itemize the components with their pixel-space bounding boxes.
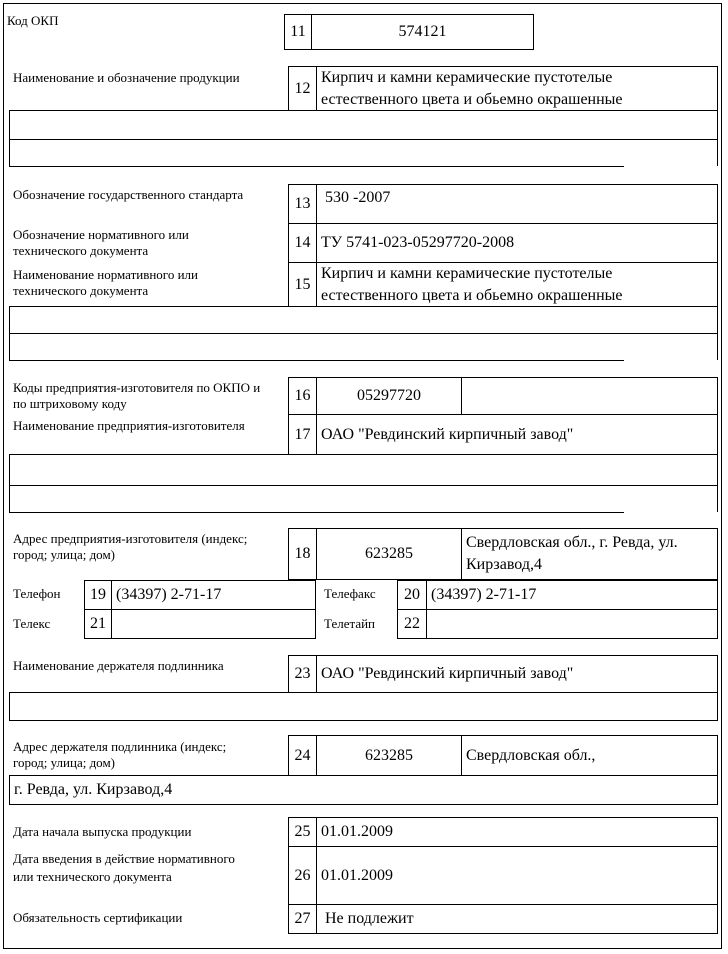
label-okp: Код ОКП — [7, 13, 59, 28]
divider — [717, 485, 718, 512]
label-certification: Обязательность сертификации — [13, 910, 183, 925]
field-17-value[interactable]: ОАО "Ревдинский кирпичный завод" — [316, 414, 718, 455]
field-23-continuation-line[interactable] — [9, 692, 718, 721]
field-13-number: 13 — [288, 184, 317, 224]
field-21-number: 21 — [84, 609, 112, 639]
label-fax: Телефакс — [324, 586, 376, 601]
field-15-value[interactable]: Кирпич и камни керамические пустотелые естественного цвета и обьемно окрашенные — [316, 262, 718, 307]
field-19-value[interactable]: (34397) 2-71-17 — [111, 580, 316, 610]
field-15-number: 15 — [288, 262, 317, 307]
field-24-index-value[interactable]: 623285 — [316, 735, 462, 776]
label-norm-doc-name: Наименование нормативного или технического документа — [13, 267, 198, 298]
field-26-number: 26 — [288, 846, 317, 905]
field-27-value[interactable]: Не подлежит — [316, 904, 718, 934]
label-teletype: Телетайп — [324, 616, 375, 631]
divider — [9, 485, 10, 512]
label-norm-doc-id: Обозначение нормативного или технического документа — [13, 227, 189, 258]
divider — [9, 139, 10, 166]
field-24-number: 24 — [288, 735, 317, 776]
field-12-value[interactable]: Кирпич и камни керамические пустотелые естественного цвета и обьемно окрашенные — [316, 66, 718, 111]
field-23-number: 23 — [288, 655, 317, 693]
field-18-number: 18 — [288, 528, 317, 580]
field-21-value[interactable] — [111, 609, 316, 639]
label-doc-date: Дата введения в действие нормативного или технического документа — [13, 851, 235, 884]
field-25-number: 25 — [288, 817, 317, 847]
field-11-value[interactable]: 574121 — [311, 14, 534, 50]
field-12-continuation-line-1[interactable] — [9, 110, 718, 140]
label-enterprise-codes: Коды предприятия-изготовителя по ОКПО и по штриховому коду — [13, 380, 261, 411]
field-12-number: 12 — [288, 66, 317, 111]
field-18-address-value[interactable]: Свердловская обл., г. Ревда, ул. Кирзавод,4 — [461, 528, 718, 580]
field-14-value[interactable]: ТУ 5741-023-05297720-2008 — [316, 223, 718, 263]
field-25-value[interactable]: 01.01.2009 — [316, 817, 718, 847]
field-17-continuation-line-2 — [9, 512, 624, 513]
divider — [9, 333, 10, 360]
label-gost: Обозначение государственного стандарта — [13, 187, 244, 202]
label-maker-address: Адрес предприятия-изготовителя (индекс; город; улица; дом) — [13, 531, 248, 562]
field-20-value[interactable]: (34397) 2-71-17 — [426, 580, 718, 610]
label-start-date: Дата начала выпуска продукции — [13, 824, 192, 839]
field-19-number: 19 — [84, 580, 112, 610]
field-24-address-continuation[interactable]: г. Ревда, ул. Кирзавод,4 — [9, 775, 718, 805]
field-12-continuation-line-2 — [9, 166, 624, 167]
field-14-number: 14 — [288, 223, 317, 263]
field-16-barcode-value[interactable] — [461, 377, 718, 415]
label-holder-name: Наименование держателя подлинника — [13, 658, 224, 673]
field-17-number: 17 — [288, 414, 317, 455]
field-15-continuation-line-2 — [9, 360, 624, 361]
field-16-okpo-value[interactable]: 05297720 — [316, 377, 462, 415]
field-18-index-value[interactable]: 623285 — [316, 528, 462, 580]
field-11-number: 11 — [284, 14, 312, 50]
label-telex: Телекс — [13, 616, 51, 631]
field-17-continuation-line-1[interactable] — [9, 454, 718, 486]
field-22-value[interactable] — [426, 609, 718, 639]
field-24-address-value[interactable]: Свердловская обл., — [461, 735, 718, 776]
label-phone: Телефон — [13, 586, 61, 601]
field-20-number: 20 — [397, 580, 427, 610]
divider — [717, 333, 718, 360]
field-22-number: 22 — [397, 609, 427, 639]
field-27-number: 27 — [288, 904, 317, 934]
field-15-continuation-line-1[interactable] — [9, 306, 718, 334]
label-holder-address: Адрес держателя подлинника (индекс; город; улица; дом) — [13, 739, 227, 770]
label-product-name: Наименование и обозначение продукции — [13, 70, 240, 85]
field-26-value[interactable]: 01.01.2009 — [316, 846, 718, 905]
divider — [717, 139, 718, 166]
label-maker-name: Наименование предприятия-изготовителя — [13, 418, 245, 433]
field-13-value[interactable]: 530 -2007 — [316, 184, 718, 224]
field-23-value[interactable]: ОАО "Ревдинский кирпичный завод" — [316, 655, 718, 693]
field-16-number: 16 — [288, 377, 317, 415]
